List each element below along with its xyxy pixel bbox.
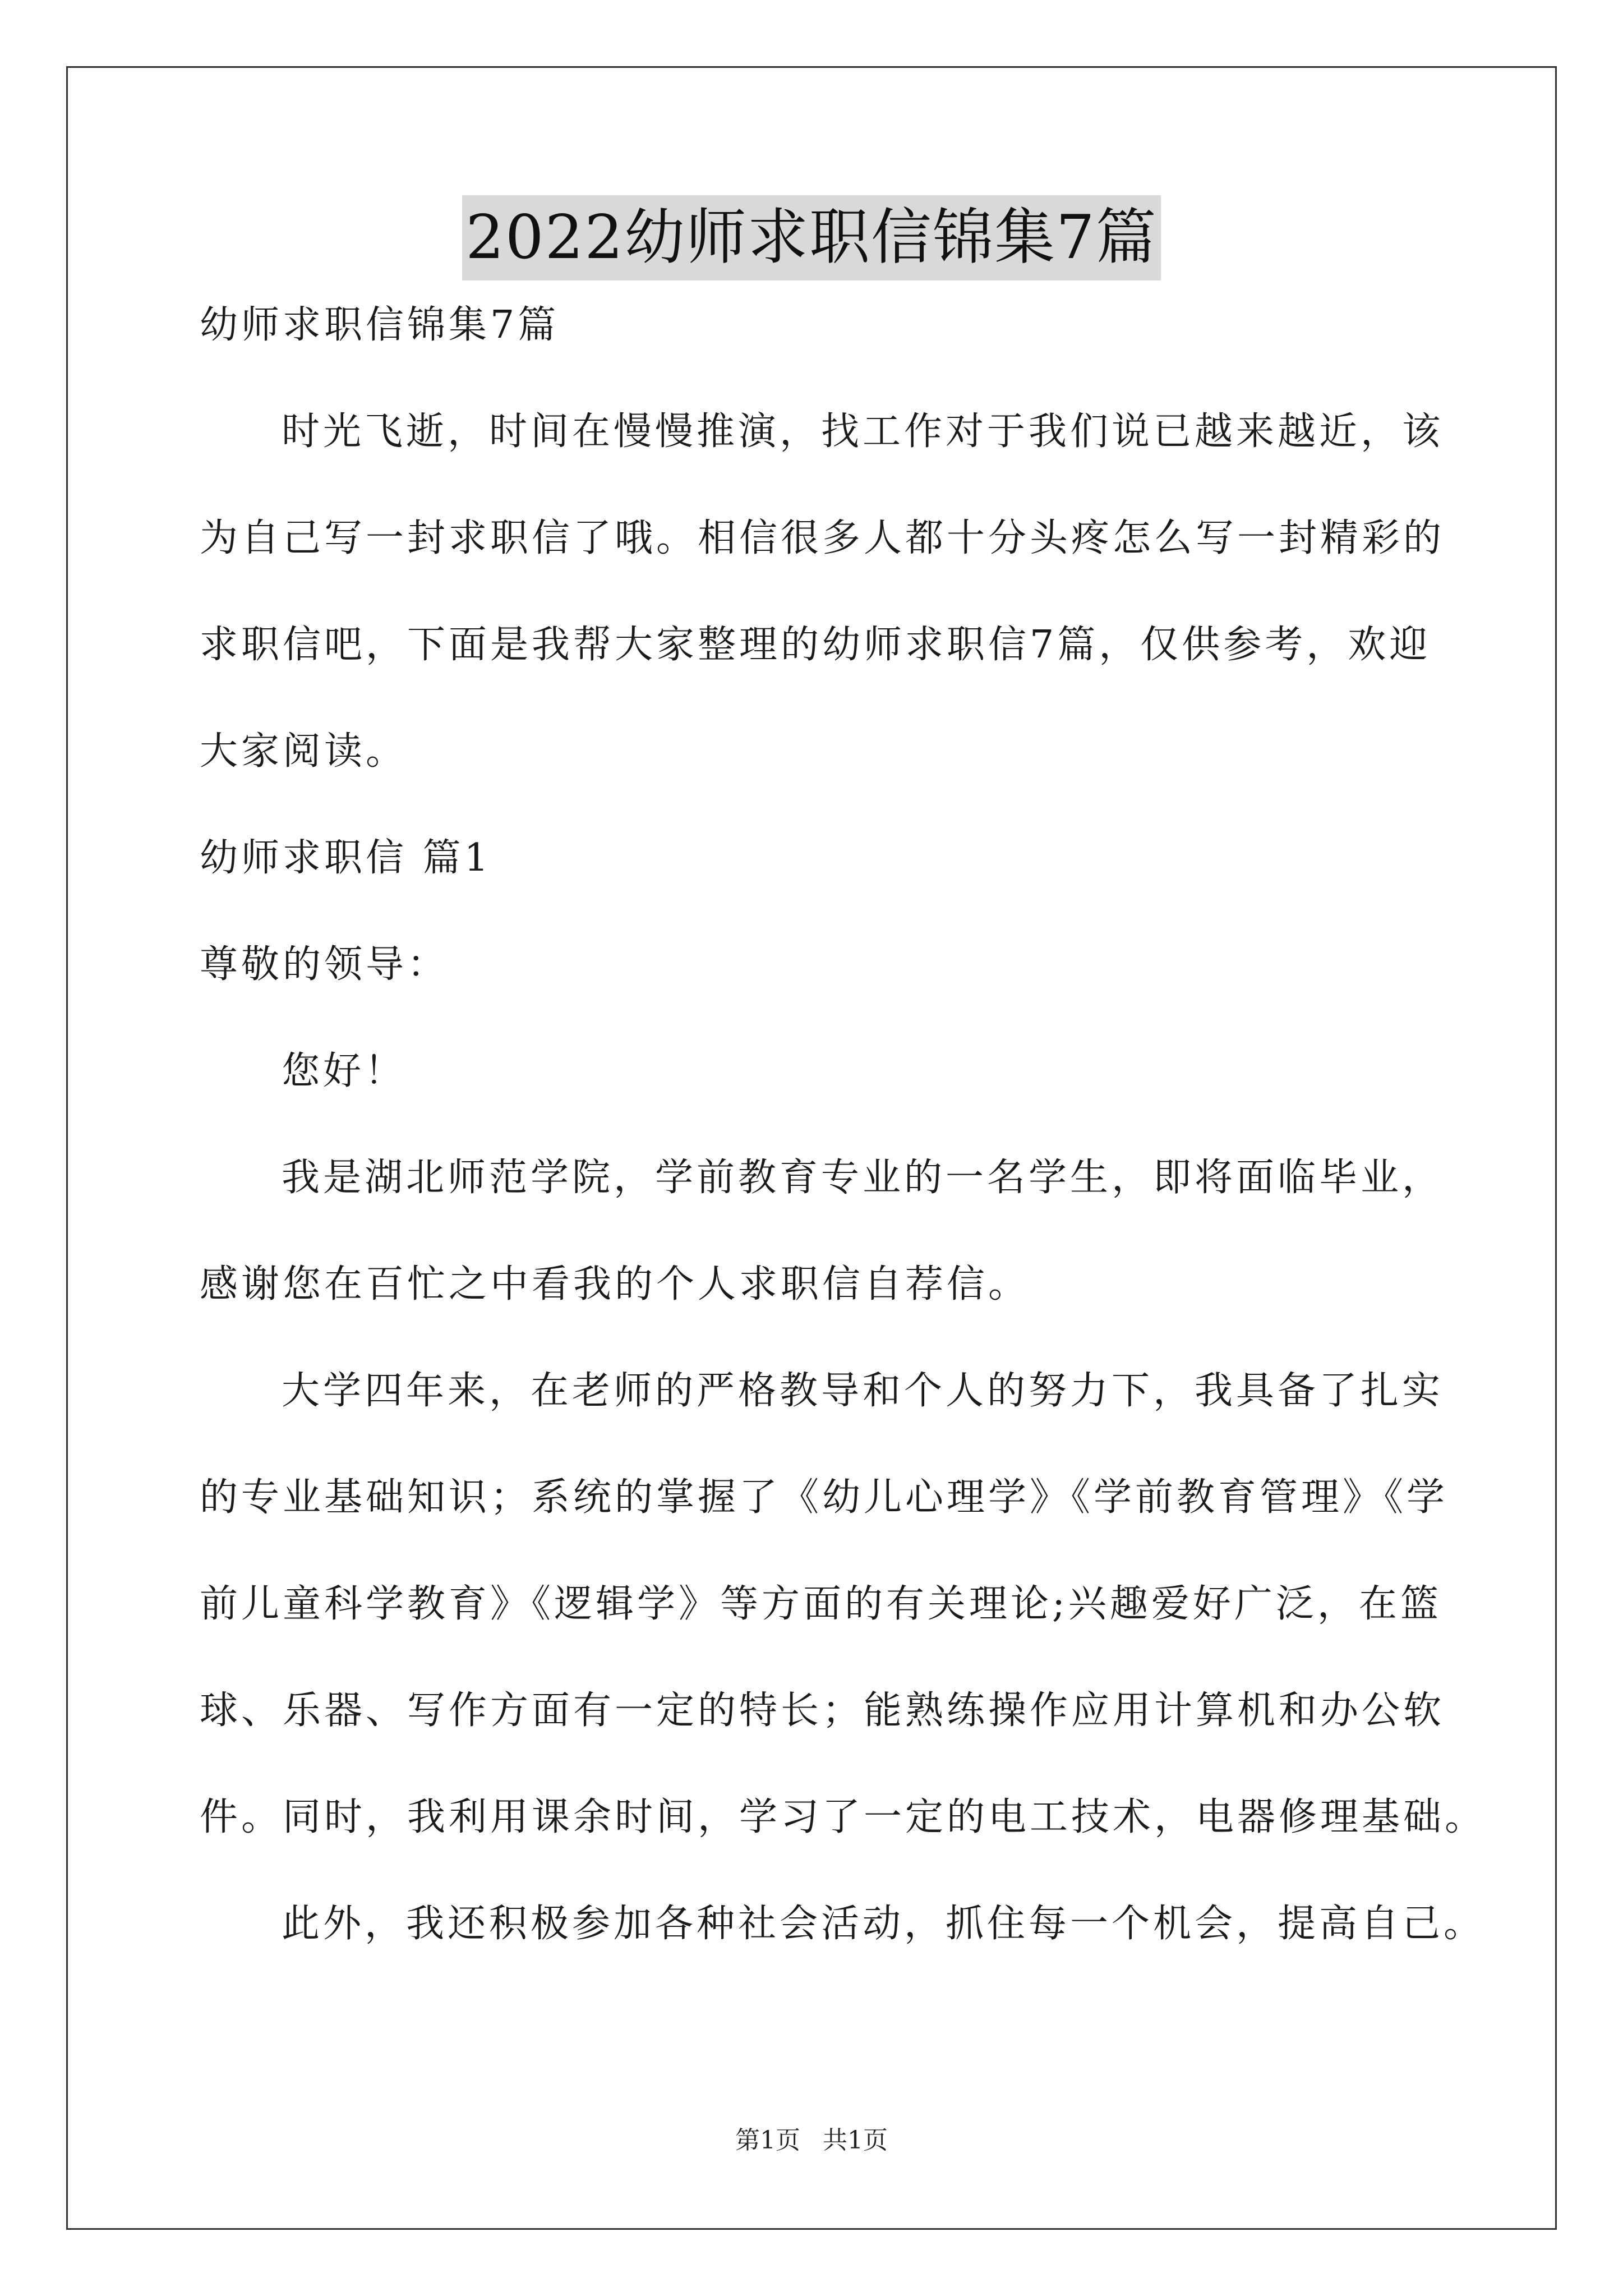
text-line: 球、乐器、写作方面有一定的特长；能熟练操作应用计算机和办公软 — [200, 1688, 1445, 1733]
text-line: 件。同时，我利用课余时间，学习了一定的电工技术，电器修理基础。 — [200, 1795, 1487, 1839]
text-line: 您好！ — [282, 1049, 407, 1093]
page-number: 第1页 — [735, 2126, 800, 2155]
text-line: 幼师求职信锦集7篇 — [200, 303, 560, 347]
text-line: 前儿童科学教育》《逻辑学》等方面的有关理论;兴趣爱好广泛，在篮 — [200, 1582, 1442, 1626]
document-title: 2022幼师求职信锦集7篇 — [462, 195, 1161, 280]
page-footer — [0, 2124, 1623, 2157]
text-line: 的专业基础知识；系统的掌握了《幼儿心理学》《学前教育管理》《学 — [200, 1475, 1449, 1520]
title-container — [0, 195, 1623, 280]
text-line: 我是湖北师范学院，学前教育专业的一名学生，即将面临毕业， — [282, 1156, 1444, 1200]
text-line: 为自己写一封求职信了哦。相信很多人都十分头疼怎么写一封精彩的 — [200, 516, 1445, 560]
text-line: 此外，我还积极参加各种社会活动，抓住每一个机会，提高自己。 — [282, 1902, 1486, 1946]
text-line: 感谢您在百忙之中看我的个人求职信自荐信。 — [200, 1262, 1030, 1306]
text-line: 尊敬的领导： — [200, 942, 449, 987]
text-line: 幼师求职信 篇1 — [200, 836, 492, 880]
document-body — [200, 303, 1487, 2008]
text-line: 大家阅读。 — [200, 729, 408, 774]
text-line: 求职信吧，下面是我帮大家整理的幼师求职信7篇，仅供参考，欢迎 — [200, 623, 1431, 667]
text-line: 大学四年来，在老师的严格教导和个人的努力下，我具备了扎实 — [282, 1369, 1444, 1413]
page-total: 共1页 — [823, 2126, 888, 2155]
text-line: 时光飞逝，时间在慢慢推演，找工作对于我们说已越来越近，该 — [282, 409, 1444, 454]
